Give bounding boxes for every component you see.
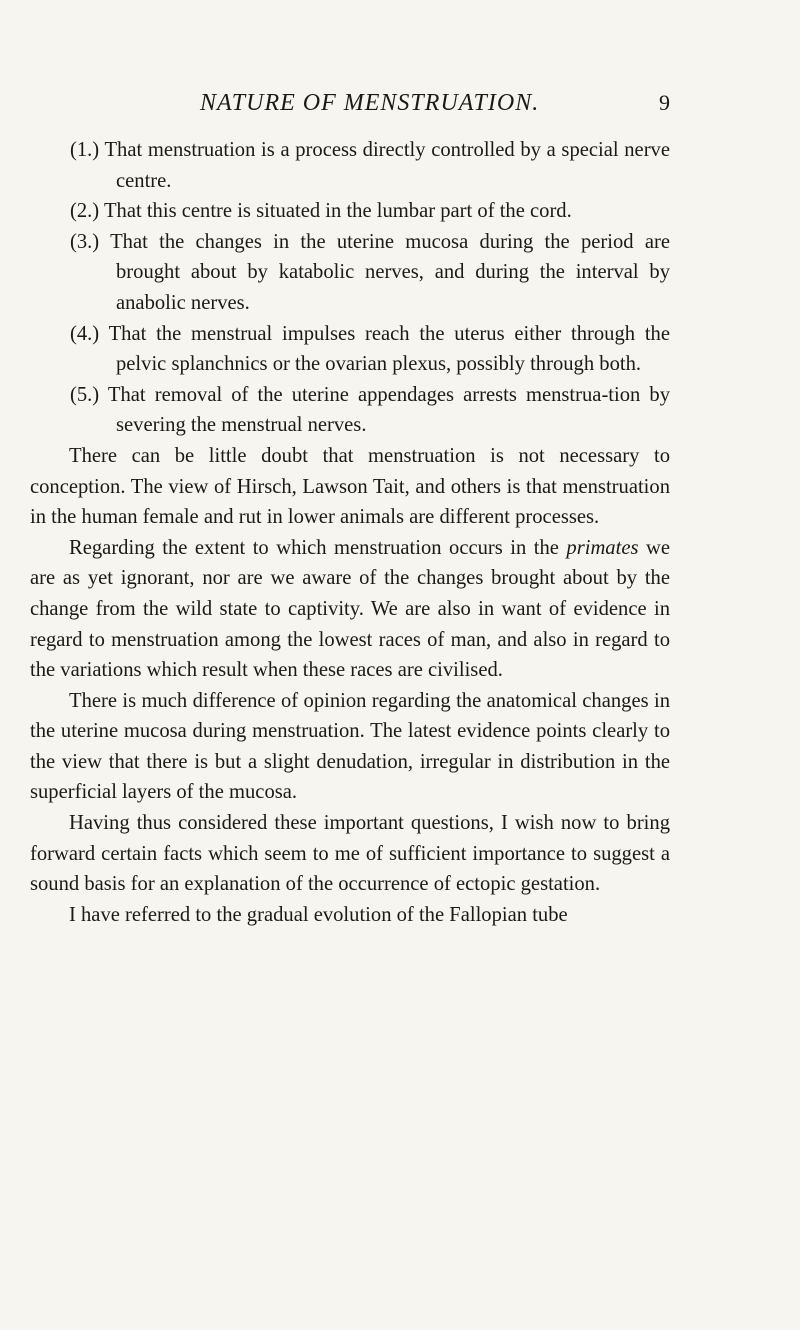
paragraph-ectopic-gestation: Having thus considered these important questions, I wish now to bring forward certain facts which seem to me of sufficient importance to suggest a sound basis for an explanation of the occurrence of ectopic gestation. (30, 812, 670, 896)
page-number: 9 (659, 90, 670, 115)
point-text: That menstruation is a process directly controlled by a special nerve centre. (104, 139, 670, 192)
numbered-point-3 (30, 227, 670, 319)
italic-term: primates (566, 536, 639, 559)
point-text: That the changes in the uterine mucosa during the period are brought about by katabolic nerves, and during the interval by anabolic nerves. (110, 230, 670, 314)
point-text: That removal of the uterine appendages arrests menstrua-tion by severing the menstrual nerves. (107, 383, 671, 437)
point-number: (4.) (70, 322, 100, 345)
point-text: That the menstrual impulses reach the uterus either through the pelvic splanchnics or the ovarian plexus, possibly through both. (108, 322, 670, 376)
numbered-point-5 (30, 380, 670, 441)
point-number: (3.) (70, 230, 100, 253)
paragraph-text: we are as yet ignorant, nor are we aware of the changes brought about by the change from the wild state to captivity. We are also in want of evidence in regard to menstruation among the lowest races of man, and also in regard to the variations which result when these races are civilised. (30, 536, 670, 682)
point-text: That this centre is situated in the lumbar part of the cord. (103, 200, 572, 223)
running-title: NATURE OF MENSTRUATION. (200, 90, 540, 116)
point-number: (2.) (70, 200, 100, 223)
paragraph-text: Regarding the extent to which menstruation occurs in the (69, 536, 567, 559)
numbered-point-4 (30, 319, 670, 380)
paragraph-primates (30, 533, 670, 686)
paragraph-conception: There can be little doubt that menstruation is not necessary to conception. The view of Hirsch, Lawson Tait, and others is that menstruation in the human female and rut in lower animals are different processes. (30, 444, 670, 529)
page-body (30, 135, 670, 930)
paragraph-fallopian-tube: I have referred to the gradual evolution of the Fallopian tube (69, 903, 568, 926)
paragraph-anatomical-changes: There is much difference of opinion regarding the anatomical changes in the uterine mucosa during menstruation. The latest evidence points clearly to the view that there is but a slight denudation, irregular in distribution in the superficial layers of the mucosa. (30, 689, 670, 804)
numbered-point-2 (30, 196, 670, 227)
numbered-point-1 (30, 135, 670, 196)
point-number: (1.) (70, 139, 100, 161)
point-number: (5.) (70, 383, 100, 406)
page-header (30, 90, 670, 122)
